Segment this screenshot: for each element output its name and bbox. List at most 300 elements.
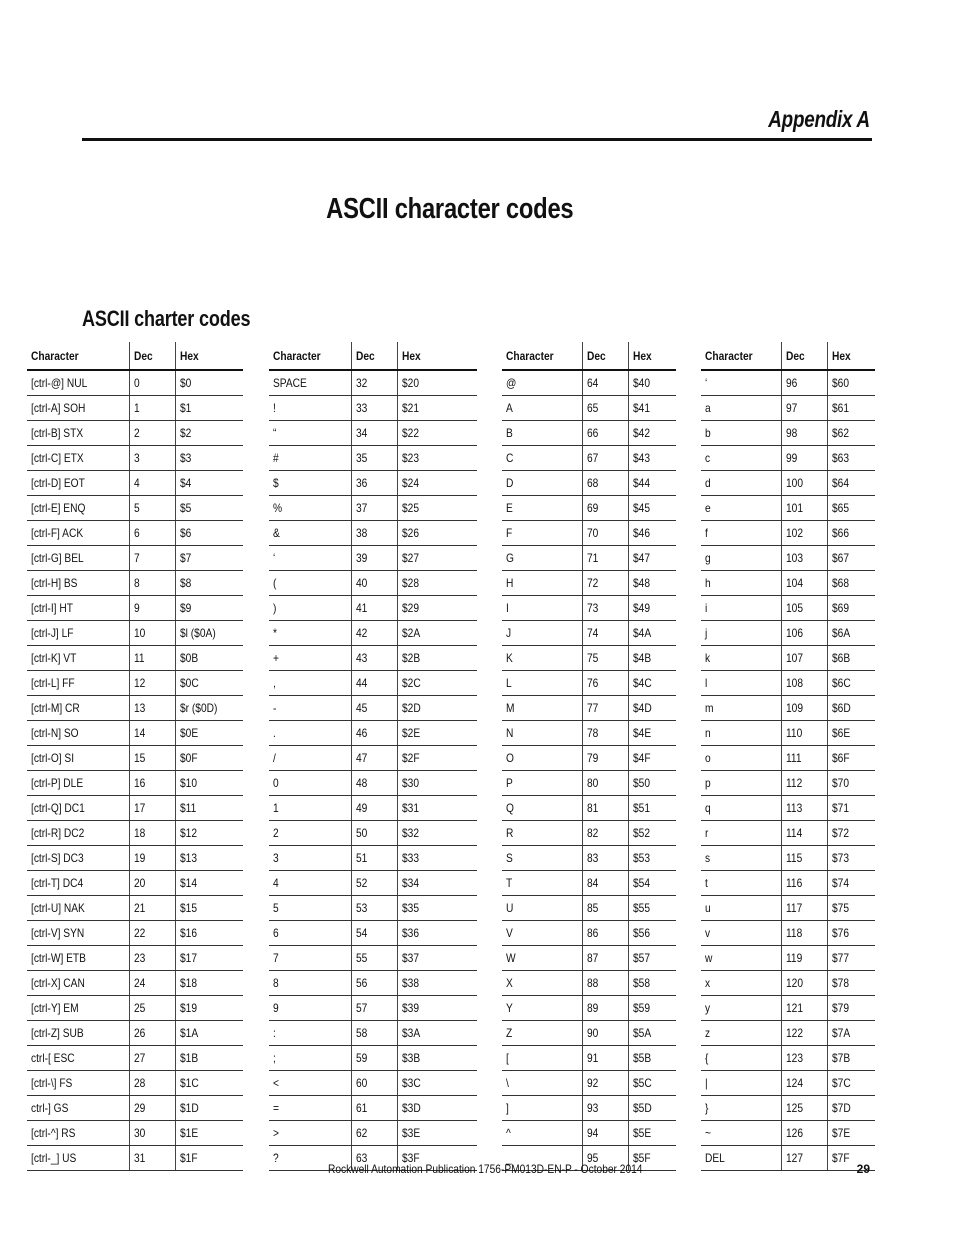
character-cell (701, 1046, 781, 1071)
character-cell-text: [ctrl-R] DC2 (31, 826, 85, 840)
dec-cell-text: 31 (133, 1151, 145, 1165)
character-cell (502, 521, 582, 546)
hex-cell-text: $58 (632, 976, 650, 990)
hex-cell (628, 846, 676, 871)
character-cell (27, 1046, 129, 1071)
character-cell-text: [ctrl-W] ETB (31, 951, 86, 965)
character-cell (269, 796, 351, 821)
hex-cell-text: $4 (179, 476, 191, 490)
table-row (502, 571, 676, 596)
character-cell (701, 971, 781, 996)
character-cell-text: [ctrl-U] NAK (31, 901, 85, 915)
section-title: ASCII charter codes (82, 306, 251, 331)
dec-cell-text: 51 (355, 851, 367, 865)
character-cell (269, 696, 351, 721)
dec-cell-text: 22 (133, 926, 145, 940)
dec-cell-text: 13 (133, 701, 145, 715)
character-cell (502, 796, 582, 821)
dec-cell (351, 971, 397, 996)
dec-cell (351, 1096, 397, 1121)
hex-cell (175, 496, 243, 521)
hex-cell (397, 746, 477, 771)
character-cell (269, 996, 351, 1021)
character-cell (27, 746, 129, 771)
character-cell (269, 671, 351, 696)
hex-cell (397, 521, 477, 546)
hex-cell (628, 496, 676, 521)
hex-cell (628, 471, 676, 496)
column-header-label: Character (506, 348, 554, 363)
hex-cell (628, 771, 676, 796)
character-cell-text: ctrl-[ ESC (31, 1051, 75, 1065)
hex-cell-text: $3F (401, 1151, 420, 1165)
table-row (701, 421, 875, 446)
hex-cell-text: $11 (179, 801, 196, 815)
table-header-row (269, 342, 477, 370)
hex-cell (175, 971, 243, 996)
dec-cell (781, 721, 827, 746)
character-cell-text: [ctrl-Z] SUB (31, 1026, 84, 1040)
table-row (701, 1146, 875, 1171)
dec-cell-text: 30 (133, 1126, 145, 1140)
character-cell (27, 1021, 129, 1046)
table-row (701, 1121, 875, 1146)
table-row (269, 946, 477, 971)
dec-cell (582, 871, 628, 896)
dec-cell (582, 1021, 628, 1046)
table-row (502, 721, 676, 746)
header-rule (82, 138, 872, 141)
dec-cell (351, 821, 397, 846)
hex-cell (175, 521, 243, 546)
dec-cell-text: 108 (785, 676, 803, 690)
character-cell (269, 496, 351, 521)
hex-cell (628, 746, 676, 771)
table-row (269, 1046, 477, 1071)
dec-cell-text: 32 (355, 376, 367, 390)
hex-cell (628, 796, 676, 821)
table-row (701, 796, 875, 821)
character-cell (27, 896, 129, 921)
hex-cell-text: $60 (831, 376, 849, 390)
hex-cell-text: $53 (632, 851, 650, 865)
dec-cell-text: 42 (355, 626, 367, 640)
dec-cell (351, 421, 397, 446)
character-cell (502, 871, 582, 896)
hex-cell (628, 421, 676, 446)
table-row (701, 621, 875, 646)
hex-cell (397, 646, 477, 671)
hex-cell (827, 796, 875, 821)
hex-cell-text: $26 (401, 526, 419, 540)
hex-cell-text: $1A (179, 1026, 198, 1040)
character-cell (502, 571, 582, 596)
dec-cell (781, 971, 827, 996)
character-cell-text: q (705, 801, 711, 815)
dec-cell (351, 446, 397, 471)
table-row (27, 671, 243, 696)
dec-cell-text: 112 (785, 776, 802, 790)
hex-cell-text: $74 (831, 876, 849, 890)
dec-cell (781, 1021, 827, 1046)
hex-cell-text: $46 (632, 526, 650, 540)
table-row (269, 370, 477, 396)
character-cell (502, 496, 582, 521)
dec-cell-text: 27 (133, 1051, 145, 1065)
dec-cell-text: 24 (133, 976, 145, 990)
hex-cell-text: $67 (831, 551, 849, 565)
character-cell-text: / (273, 751, 276, 765)
table-row (269, 821, 477, 846)
character-cell-text: l (705, 676, 708, 690)
hex-cell-text: $24 (401, 476, 419, 490)
table-row (701, 1071, 875, 1096)
hex-cell-text: $5C (632, 1076, 652, 1090)
hex-cell-text: $3 (179, 451, 191, 465)
dec-cell-text: 63 (355, 1151, 367, 1165)
character-cell-text: e (705, 501, 711, 515)
dec-cell-text: 85 (586, 901, 598, 915)
character-cell-text: ; (273, 1051, 276, 1065)
table-row (701, 871, 875, 896)
hex-cell-text: $10 (179, 776, 197, 790)
hex-cell (397, 421, 477, 446)
appendix-label: Appendix A (768, 106, 870, 132)
character-cell (502, 1096, 582, 1121)
dec-cell-text: 101 (785, 501, 803, 515)
table-row (502, 1096, 676, 1121)
dec-cell-text: 93 (586, 1101, 598, 1115)
character-cell-text: [ctrl-T] DC4 (31, 876, 84, 890)
dec-cell (129, 1071, 175, 1096)
character-cell (269, 596, 351, 621)
dec-cell-text: 88 (586, 976, 598, 990)
character-cell-text: 6 (273, 926, 279, 940)
character-cell-text: [ctrl-P] DLE (31, 776, 84, 790)
hex-cell-text: $50 (632, 776, 650, 790)
hex-cell-text: $7F (831, 1151, 850, 1165)
hex-cell-text: $0F (179, 751, 198, 765)
dec-cell (781, 446, 827, 471)
dec-cell-text: 58 (355, 1026, 367, 1040)
hex-cell (827, 946, 875, 971)
column-header (781, 342, 827, 370)
hex-cell-text: $0 (179, 376, 191, 390)
hex-cell-text: $3D (401, 1101, 421, 1115)
character-cell (269, 846, 351, 871)
hex-cell-text: $14 (179, 876, 197, 890)
dec-cell (129, 971, 175, 996)
column-header (827, 342, 875, 370)
table-row (701, 821, 875, 846)
dec-cell-text: 83 (586, 851, 598, 865)
column-header-label: Hex (179, 348, 199, 363)
character-cell-text: j (705, 626, 708, 640)
character-cell-text: SPACE (273, 376, 307, 390)
hex-cell-text: $39 (401, 1001, 419, 1015)
hex-cell (628, 1046, 676, 1071)
hex-cell (827, 896, 875, 921)
hex-cell-text: $18 (179, 976, 197, 990)
hex-cell-text: $79 (831, 1001, 849, 1015)
table-row (701, 721, 875, 746)
dec-cell-text: 45 (355, 701, 367, 715)
hex-cell-text: $34 (401, 876, 419, 890)
column-header-label: Hex (401, 348, 421, 363)
hex-cell-text: $31 (401, 801, 419, 815)
dec-cell (781, 521, 827, 546)
character-cell (502, 696, 582, 721)
character-cell (502, 971, 582, 996)
dec-cell (781, 1071, 827, 1096)
column-header (502, 342, 582, 370)
table-header-row (502, 342, 676, 370)
dec-cell (129, 546, 175, 571)
character-cell (27, 696, 129, 721)
table-row (269, 471, 477, 496)
column-header (397, 342, 477, 370)
dec-cell-text: 4 (133, 476, 140, 490)
column-header (628, 342, 676, 370)
dec-cell (351, 846, 397, 871)
dec-cell (781, 370, 827, 396)
hex-cell-text: $4E (632, 726, 651, 740)
hex-cell-text: $7C (831, 1076, 851, 1090)
table-row (269, 521, 477, 546)
table-row (27, 846, 243, 871)
character-cell (269, 571, 351, 596)
dec-cell-text: 40 (355, 576, 367, 590)
hex-cell (175, 1096, 243, 1121)
dec-cell (129, 846, 175, 871)
hex-cell-text: $25 (401, 501, 419, 515)
character-cell (269, 471, 351, 496)
character-cell-text: @ (506, 376, 517, 390)
table-row (701, 696, 875, 721)
character-cell (27, 846, 129, 871)
character-cell-text: W (506, 951, 516, 965)
dec-cell (582, 846, 628, 871)
dec-cell (582, 546, 628, 571)
dec-cell (129, 621, 175, 646)
character-cell-text: ! (273, 401, 276, 415)
hex-cell-text: $2D (401, 701, 421, 715)
character-cell-text: z (705, 1026, 711, 1040)
dec-cell-text: 73 (586, 601, 598, 615)
hex-cell-text: $r ($0D) (179, 701, 217, 715)
hex-cell-text: $6 (179, 526, 191, 540)
column-header-label: Dec (133, 348, 153, 363)
dec-cell-text: 113 (785, 801, 802, 815)
dec-cell (129, 921, 175, 946)
character-cell (27, 571, 129, 596)
hex-cell-text: $48 (632, 576, 650, 590)
dec-cell (351, 671, 397, 696)
dec-cell (582, 821, 628, 846)
hex-cell (397, 671, 477, 696)
character-cell (701, 496, 781, 521)
chapter-title: ASCII character codes (326, 193, 574, 225)
table-row (27, 1071, 243, 1096)
hex-cell (175, 821, 243, 846)
character-cell-text: [ctrl-H] BS (31, 576, 78, 590)
hex-cell-text: $47 (632, 551, 650, 565)
hex-cell (397, 1046, 477, 1071)
hex-cell (175, 921, 243, 946)
dec-cell (351, 396, 397, 421)
hex-cell-text: $73 (831, 851, 849, 865)
hex-cell (397, 396, 477, 421)
column-header-label: Hex (831, 348, 851, 363)
hex-cell (628, 821, 676, 846)
hex-cell (827, 370, 875, 396)
character-cell (701, 1071, 781, 1096)
hex-cell (628, 971, 676, 996)
hex-cell-text: $1D (179, 1101, 199, 1115)
dec-cell (582, 471, 628, 496)
character-cell-text: “ (273, 426, 277, 440)
character-cell (502, 1121, 582, 1146)
character-cell-text: X (506, 976, 513, 990)
dec-cell (582, 771, 628, 796)
dec-cell (129, 396, 175, 421)
dec-cell-text: 80 (586, 776, 598, 790)
character-cell (502, 1071, 582, 1096)
character-cell-text: * (273, 626, 277, 640)
table-row (701, 370, 875, 396)
hex-cell-text: $2E (401, 726, 420, 740)
hex-cell (175, 646, 243, 671)
character-cell (27, 496, 129, 521)
table-row (502, 521, 676, 546)
character-cell-text: 4 (273, 876, 279, 890)
dec-cell-text: 38 (355, 526, 367, 540)
dec-cell (351, 871, 397, 896)
character-cell-text: ] (506, 1101, 509, 1115)
hex-cell-text: $19 (179, 1001, 197, 1015)
hex-cell-text: $3C (401, 1076, 421, 1090)
character-cell-text: [ctrl-G] BEL (31, 551, 84, 565)
hex-cell-text: $2 (179, 426, 191, 440)
character-cell-text: B (506, 426, 513, 440)
dec-cell-text: 111 (785, 751, 802, 765)
hex-cell (397, 846, 477, 871)
hex-cell-text: $5 (179, 501, 191, 515)
hex-cell-text: $16 (179, 926, 197, 940)
dec-cell-text: 84 (586, 876, 598, 890)
dec-cell-text: 52 (355, 876, 367, 890)
table-row (269, 446, 477, 471)
character-cell-text: { (705, 1051, 709, 1065)
dec-cell (129, 1046, 175, 1071)
hex-cell (827, 971, 875, 996)
character-cell-text: 1 (273, 801, 279, 815)
hex-cell-text: $37 (401, 951, 419, 965)
hex-cell (628, 546, 676, 571)
table-row (502, 1021, 676, 1046)
dec-cell-text: 81 (586, 801, 598, 815)
hex-cell (397, 996, 477, 1021)
hex-cell (628, 621, 676, 646)
table-row (502, 996, 676, 1021)
hex-cell-text: $3A (401, 1026, 420, 1040)
dec-cell-text: 46 (355, 726, 367, 740)
character-cell-text: J (506, 626, 512, 640)
dec-cell (351, 1121, 397, 1146)
character-cell (502, 546, 582, 571)
hex-cell (175, 896, 243, 921)
dec-cell-text: 6 (133, 526, 140, 540)
character-cell (27, 546, 129, 571)
table-row (27, 1121, 243, 1146)
dec-cell (129, 596, 175, 621)
dec-cell-text: 16 (133, 776, 145, 790)
hex-cell-text: $6B (831, 651, 850, 665)
hex-cell-text: $52 (632, 826, 650, 840)
character-cell (27, 646, 129, 671)
character-cell-text: o (705, 751, 711, 765)
hex-cell (397, 546, 477, 571)
hex-cell (628, 571, 676, 596)
character-cell-text: [ctrl-O] SI (31, 751, 75, 765)
hex-cell (628, 721, 676, 746)
hex-cell (827, 871, 875, 896)
table-row (701, 846, 875, 871)
dec-cell (351, 1046, 397, 1071)
character-cell (502, 946, 582, 971)
hex-cell-text: $0B (179, 651, 198, 665)
column-header-label: Character (705, 348, 753, 363)
table-row (269, 771, 477, 796)
character-cell-text: x (705, 976, 711, 990)
hex-cell (175, 796, 243, 821)
character-cell (502, 771, 582, 796)
dec-cell-text: 64 (586, 376, 598, 390)
character-cell-text: ? (273, 1151, 279, 1165)
table-row (502, 671, 676, 696)
character-cell (502, 996, 582, 1021)
character-cell-text: Y (506, 1001, 513, 1015)
character-cell (27, 1121, 129, 1146)
hex-cell (827, 496, 875, 521)
character-cell (269, 521, 351, 546)
character-cell (27, 996, 129, 1021)
table-row (502, 746, 676, 771)
table-row (27, 771, 243, 796)
dec-cell-text: 106 (785, 626, 803, 640)
hex-cell-text: $29 (401, 601, 419, 615)
hex-cell-text: $35 (401, 901, 419, 915)
hex-cell (175, 546, 243, 571)
character-cell (269, 1121, 351, 1146)
character-cell-text: [ctrl-A] SOH (31, 401, 86, 415)
hex-cell-text: $56 (632, 926, 650, 940)
character-cell-text: ‘ (273, 551, 276, 565)
character-cell-text: h (705, 576, 711, 590)
table-row (27, 1146, 243, 1171)
character-cell (701, 421, 781, 446)
character-cell (269, 1021, 351, 1046)
dec-cell (781, 921, 827, 946)
character-cell-text: [ctrl-I] HT (31, 601, 73, 615)
table-row (27, 896, 243, 921)
dec-cell-text: 117 (785, 901, 802, 915)
table-row (27, 871, 243, 896)
dec-cell-text: 11 (133, 651, 145, 665)
table-row (269, 621, 477, 646)
dec-cell-text: 91 (586, 1051, 598, 1065)
hex-cell (827, 721, 875, 746)
